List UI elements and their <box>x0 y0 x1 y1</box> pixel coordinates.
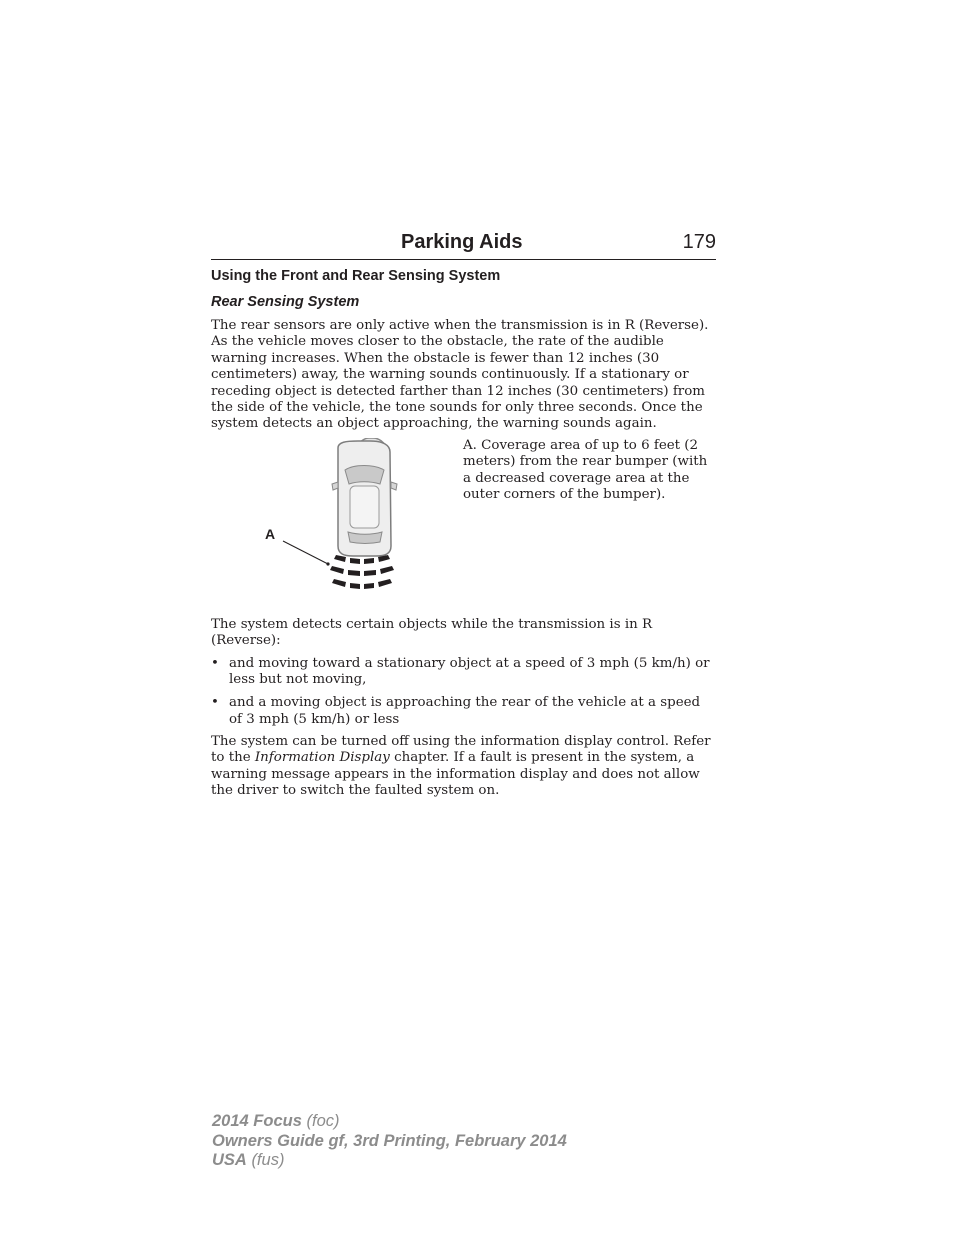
paragraph-text: The system can be turned off using the information display control. Refer to the <box>211 734 711 766</box>
footer-model-code: (foc) <box>306 1112 340 1130</box>
bullet-icon: • <box>211 656 219 671</box>
section-heading: Using the Front and Rear Sensing System <box>211 268 501 284</box>
paragraph-text: chapter. If a fault is present in the system, a warning message appears in the information display and does not allow the driver to switch the faulted system on. <box>211 750 700 799</box>
detection-conditions-list <box>211 656 717 735</box>
list-item <box>211 656 717 689</box>
footer-region-code: (fus) <box>251 1151 285 1169</box>
paragraph-detection-intro: The system detects certain objects while the transmission is in R (Reverse): <box>211 617 653 649</box>
footer-region: USA <box>212 1151 247 1169</box>
sensing-zone-arcs <box>330 555 394 589</box>
page-number: 179 <box>682 231 716 253</box>
footer-guide: Owners Guide gf, 3rd Printing, February 2014 <box>212 1131 567 1150</box>
page-footer <box>212 1112 567 1171</box>
list-item-text: and moving toward a stationary object at a speed of 3 mph (5 km/h) or less but not moving, <box>229 656 710 688</box>
footer-model: 2014 Focus <box>212 1112 302 1130</box>
page-header <box>211 229 716 260</box>
subsection-heading: Rear Sensing System <box>211 294 360 310</box>
car-top-view-illustration <box>258 438 418 598</box>
paragraph-rear-sensors: The rear sensors are only active when the transmission is in R (Reverse). As the vehicle moves closer to the obstacle, the rate of the audible warning increases. When the obstacle is fewer than 12 inches (30 centimeters) away, the warning sounds continuously. If a stationary or receding object is detected farther than 12 inches (30 centimeters) from the side of the vehicle, the tone sounds for only three seconds. Once the system detects an object approaching, the warning sounds again. <box>211 318 709 432</box>
list-item <box>211 695 717 728</box>
chapter-title: Parking Aids <box>401 231 523 253</box>
figure-label-a: A <box>265 526 276 542</box>
list-item-text: and a moving object is approaching the rear of the vehicle at a speed of 3 mph (5 km/h) or less <box>229 695 701 727</box>
chapter-reference: Information Display <box>254 750 390 766</box>
figure-caption: A. Coverage area of up to 6 feet (2 meters) from the rear bumper (with a decreased coverage area at the outer corners of the bumper). <box>463 438 708 503</box>
bullet-icon: • <box>211 695 219 711</box>
coverage-diagram <box>258 438 418 598</box>
paragraph-system-off <box>211 734 717 800</box>
